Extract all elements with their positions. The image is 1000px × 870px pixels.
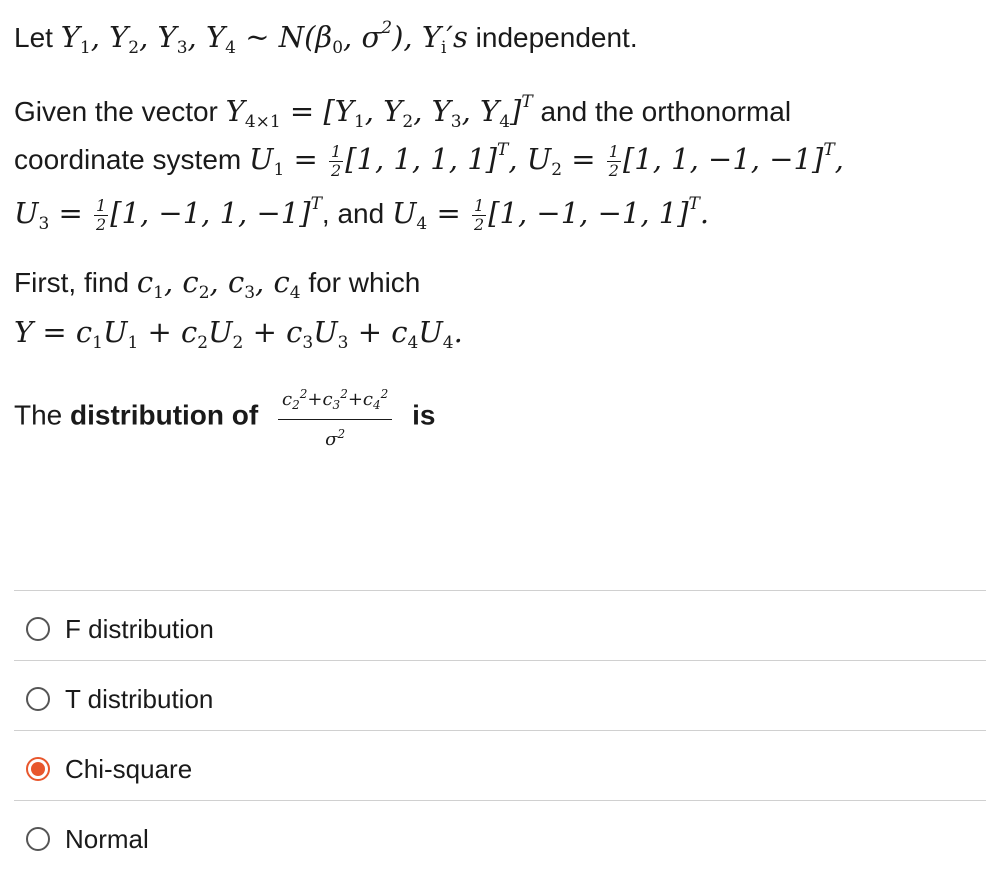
option-label: F distribution: [65, 614, 214, 644]
decomposition-line: [14, 312, 463, 363]
radio-button[interactable]: [26, 617, 50, 641]
distribution-line: [14, 382, 435, 452]
option-f-distribution[interactable]: [14, 590, 986, 660]
option-label: Normal: [65, 824, 149, 854]
intro-prefix: Let: [14, 22, 53, 53]
vector-def: $Y_{4\times 1} = [Y_1$, $Y_2$, $Y_3$, $Y_4]^T$: [225, 92, 533, 132]
answer-options: [14, 590, 986, 870]
c-list: $c_1$, $c_2$, $c_3$, $c_4$: [136, 265, 301, 303]
given-prefix: Given the vector: [14, 96, 218, 127]
u4-def: $U_4$ = $\frac{1}{2}$ [1, −1, −1, 1]$^T$.: [391, 194, 710, 234]
and-word: , and: [321, 198, 385, 229]
intro-suffix: independent.: [475, 22, 638, 53]
option-chi-square[interactable]: [14, 730, 986, 800]
statistic-fraction: $\frac{c_2^2+c_3^2+c_4^2}{\sigma^2}$: [278, 382, 392, 452]
first-line: [14, 262, 420, 313]
radio-button[interactable]: [26, 757, 50, 781]
coord-line: [14, 130, 844, 190]
decomposition-eq: $Y = c_1U_1 + c_2U_2 + c_3U_3 + c_4U_4$.: [14, 315, 463, 353]
first-text: First, find: [14, 267, 130, 298]
coord-prefix: coordinate system: [14, 144, 242, 175]
question-intro: [14, 8, 638, 68]
given-mid: and the orthonormal: [540, 96, 792, 127]
u3-u4-line: [14, 184, 709, 244]
option-t-distribution[interactable]: [14, 660, 986, 730]
for-which: for which: [308, 267, 421, 298]
dist-suffix: is: [412, 399, 436, 431]
dist-prefix: The: [14, 399, 63, 431]
radio-button[interactable]: [26, 687, 50, 711]
u1-u2-def: $U_1$ = $\frac{1}{2}$ [1, 1, 1, 1]$^T$, $U_2$ = $\frac{1}{2}$ [1, 1, −1, −1]$^T$,: [249, 140, 844, 180]
u3-def: $U_3$ = $\frac{1}{2}$ [1, −1, 1, −1]$^T$: [14, 194, 322, 234]
option-label: T distribution: [65, 684, 214, 714]
radio-button[interactable]: [26, 827, 50, 851]
option-label: Chi-square: [65, 754, 193, 784]
dist-bold: distribution of: [70, 399, 259, 431]
intro-math: $Y_1$, $Y_2$, $Y_3$, $Y_4$ ~ $N(\beta_0$, $\sigma^2$), $Y_i's$: [60, 18, 468, 58]
